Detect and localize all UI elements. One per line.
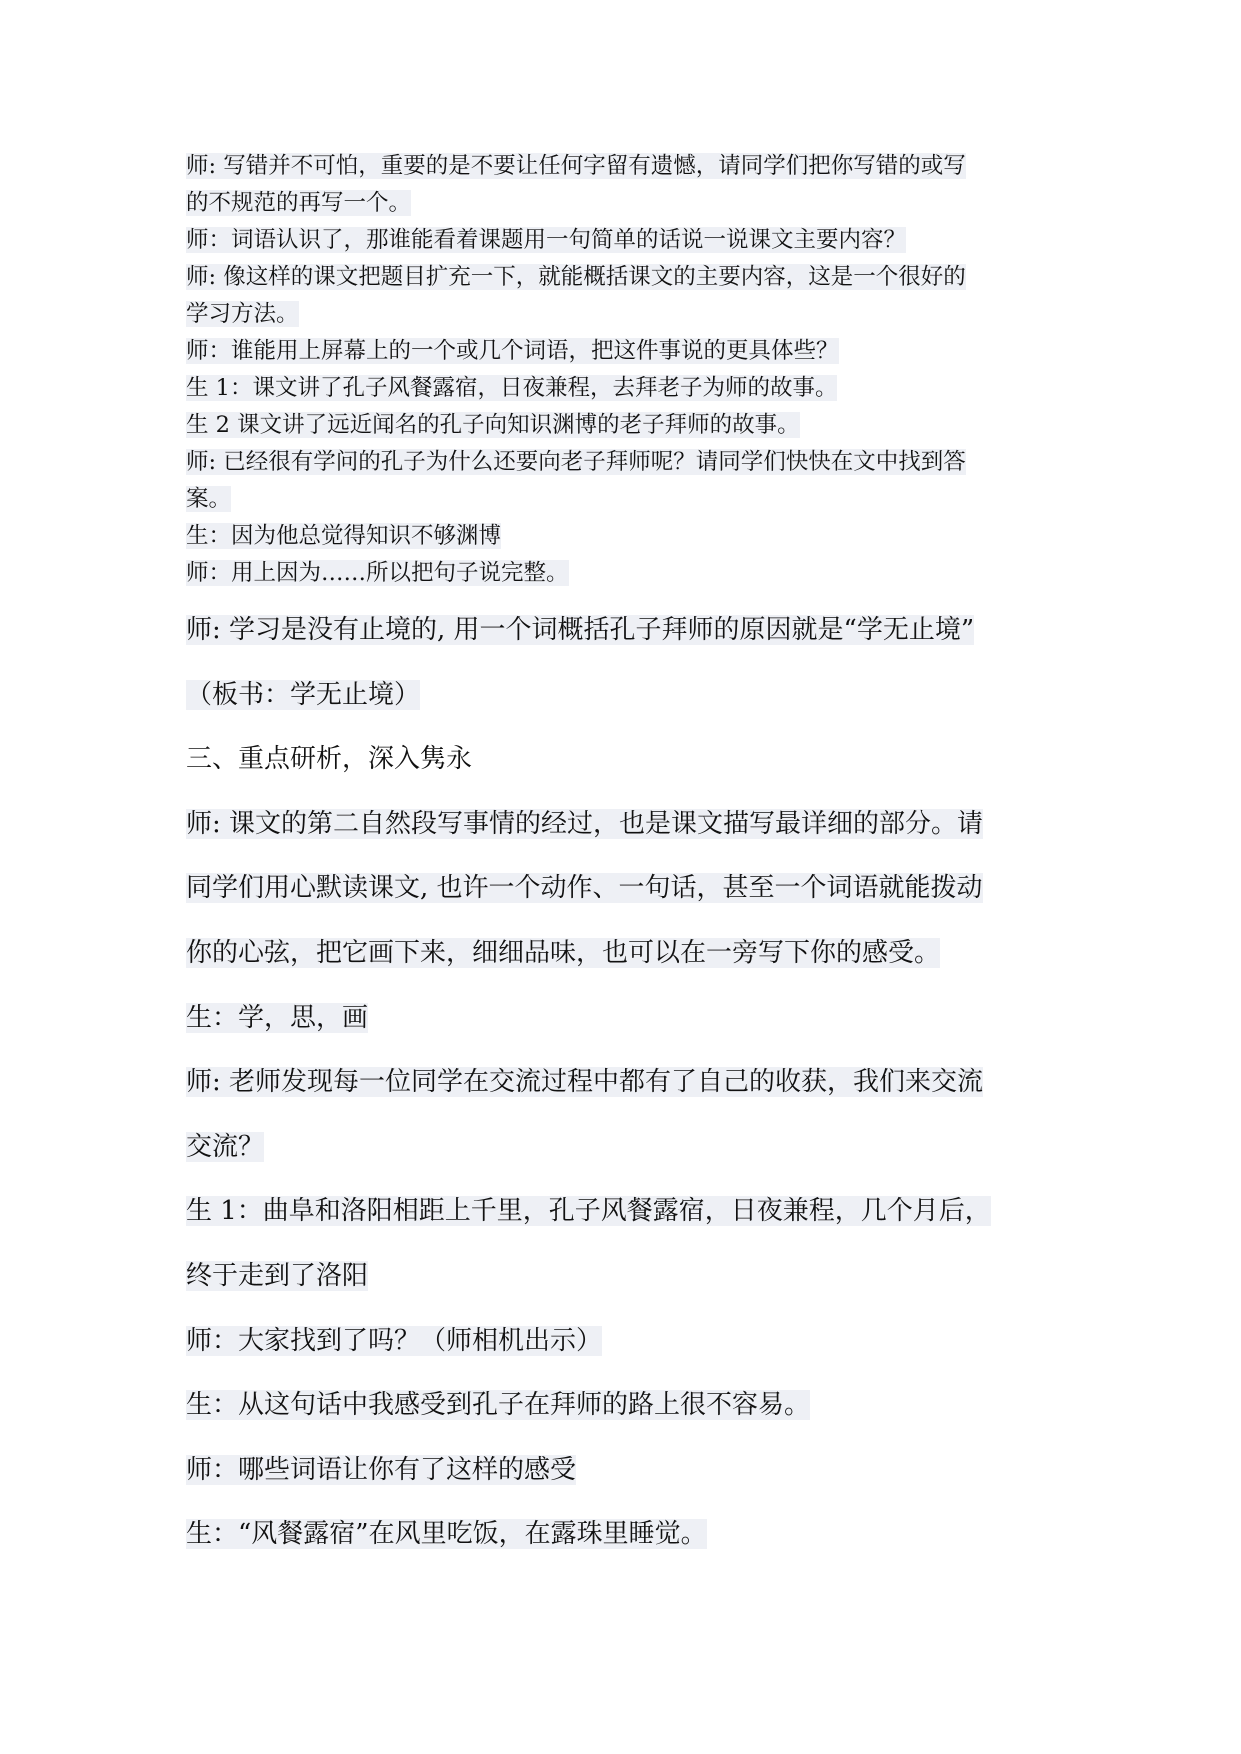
text-line xyxy=(186,259,1086,296)
text-line xyxy=(186,148,1086,185)
text-line xyxy=(186,518,1086,555)
text-line-content: 生 1：曲阜和洛阳相距上千里，孔子风餐露宿，日夜兼程，几个月后， xyxy=(186,1196,991,1227)
dialogue-block-spaced xyxy=(186,598,1086,1567)
text-line xyxy=(186,333,1086,370)
text-line-content: 师: 老师发现每一位同学在交流过程中都有了自己的收获，我们来交流 xyxy=(186,1067,984,1098)
text-line xyxy=(186,185,1086,222)
text-line-content: 师: 学习是没有止境的, 用一个词概括孔子拜师的原因就是“学无止境” xyxy=(186,615,975,645)
text-line-content: 师：谁能用上屏幕上的一个或几个词语，把这件事说的更具体些？ xyxy=(186,338,839,364)
text-line-content: 师：词语认识了，那谁能看着课题用一句简单的话说一说课文主要内容？ xyxy=(186,227,907,253)
dialogue-block-compact xyxy=(186,148,1086,592)
text-line xyxy=(186,1373,1086,1438)
text-line-content: 师: 课文的第二自然段写事情的经过，也是课文描写最详细的部分。请 xyxy=(186,808,984,839)
text-line xyxy=(186,792,1086,857)
document-content xyxy=(186,148,1086,1567)
text-line xyxy=(186,407,1086,444)
text-line xyxy=(186,1050,1086,1115)
text-line xyxy=(186,856,1086,921)
text-line xyxy=(186,370,1086,407)
text-line-content: 你的心弦，把它画下来，细细品味，也可以在一旁写下你的感受。 xyxy=(186,937,941,968)
text-line xyxy=(186,921,1086,986)
text-line xyxy=(186,1179,1086,1244)
text-line-content: 同学们用心默读课文, 也许一个动作、一句话，甚至一个词语就能拨动 xyxy=(186,873,983,904)
text-line-content: 生：因为他总觉得知识不够渊博 xyxy=(186,523,502,549)
text-line-content: 生 2 课文讲了远近闻名的孔子向知识渊博的老子拜师的故事。 xyxy=(186,412,800,438)
text-line xyxy=(186,986,1086,1051)
text-line xyxy=(186,598,1086,663)
text-line-content: 终于走到了洛阳 xyxy=(186,1260,369,1291)
text-line-content: 师: 像这样的课文把题目扩充一下，就能概括课文的主要内容，这是一个很好的 xyxy=(186,264,966,290)
text-line-content: 师: 写错并不可怕，重要的是不要让任何字留有遗憾，请同学们把你写错的或写 xyxy=(186,153,966,179)
text-line-content: 师: 已经很有学问的孔子为什么还要向老子拜师呢？请同学们快快在文中找到答 xyxy=(186,449,966,475)
text-line-content: 师：用上因为……所以把句子说完整。 xyxy=(186,560,569,586)
text-line xyxy=(186,555,1086,592)
text-line xyxy=(186,663,1086,728)
text-line xyxy=(186,296,1086,333)
text-line xyxy=(186,222,1086,259)
text-line-content: 生：学，思，画 xyxy=(186,1002,369,1033)
text-line-content: 的不规范的再写一个。 xyxy=(186,190,412,216)
text-line-content: 生：从这句话中我感受到孔子在拜师的路上很不容易。 xyxy=(186,1390,811,1421)
section-heading xyxy=(186,727,1086,792)
text-line-content: 师：大家找到了吗？（师相机出示） xyxy=(186,1325,603,1356)
text-line xyxy=(186,444,1086,481)
text-line xyxy=(186,481,1086,518)
text-line xyxy=(186,1502,1086,1567)
text-line-content: 师：哪些词语让你有了这样的感受 xyxy=(186,1454,577,1485)
text-line xyxy=(186,1438,1086,1503)
text-line-content: 学习方法。 xyxy=(186,301,299,327)
text-line xyxy=(186,1115,1086,1180)
text-line-content: 生 1：课文讲了孔子风餐露宿，日夜兼程，去拜老子为师的故事。 xyxy=(186,375,838,401)
text-line-content: 交流？ xyxy=(186,1131,265,1162)
text-line-content: 生：“风餐露宿”在风里吃饭，在露珠里睡觉。 xyxy=(186,1519,707,1550)
text-line xyxy=(186,1309,1086,1374)
text-line xyxy=(186,1244,1086,1309)
text-line-content: 案。 xyxy=(186,486,232,512)
text-line-content: （板书：学无止境） xyxy=(186,679,421,710)
section-heading-text: 三、重点研析，深入隽永 xyxy=(186,744,473,775)
